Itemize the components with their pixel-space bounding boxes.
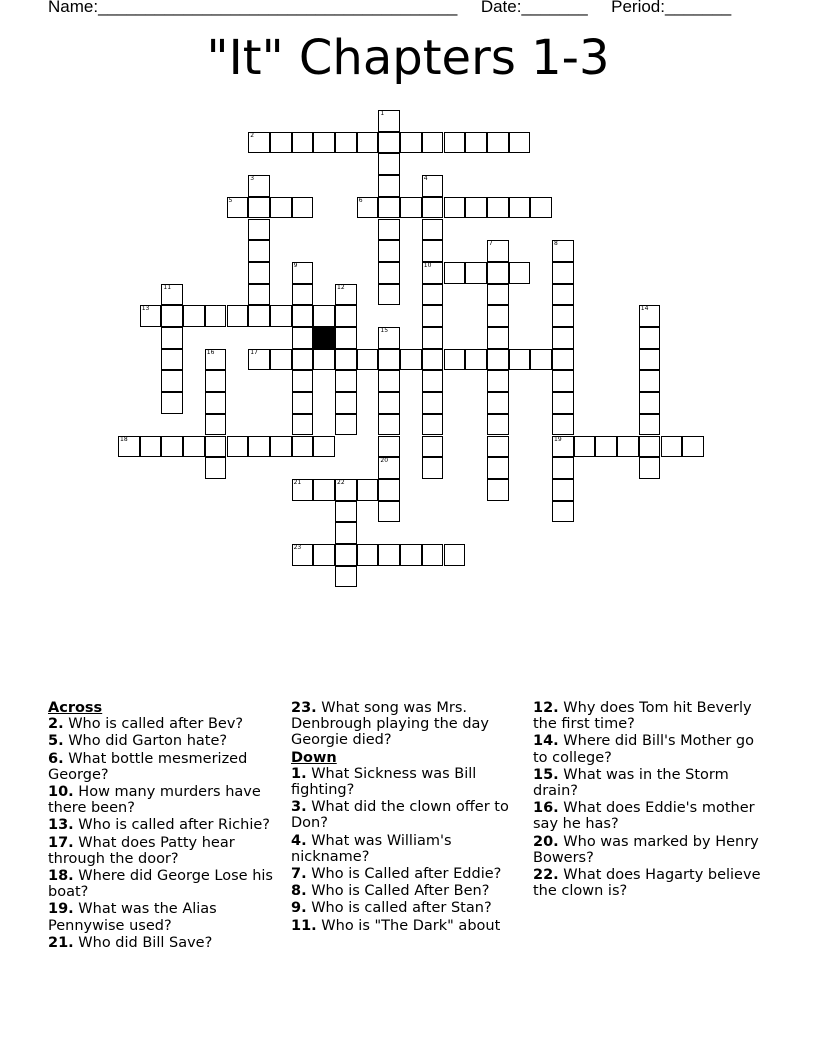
grid-cell[interactable] <box>487 240 509 262</box>
clue-item <box>533 733 768 765</box>
grid-cell[interactable] <box>248 175 270 197</box>
grid-cell[interactable] <box>639 327 661 349</box>
grid-cell[interactable] <box>378 457 400 479</box>
clue-text: What did the clown offer to Don? <box>291 799 509 832</box>
grid-cell[interactable] <box>487 457 509 479</box>
grid-cell[interactable] <box>335 414 357 436</box>
grid-cell[interactable] <box>400 349 422 371</box>
grid-cell[interactable] <box>444 544 466 566</box>
clue-item <box>291 900 526 916</box>
clue-num: 3. <box>291 799 307 816</box>
grid-cell[interactable] <box>205 436 227 458</box>
clue-text: Who is called after Bev? <box>63 716 244 733</box>
grid-cell[interactable] <box>335 132 357 154</box>
clue-item <box>291 766 526 798</box>
clue-text: How many murders have there been? <box>48 784 261 817</box>
grid-cell[interactable] <box>639 370 661 392</box>
clue-num: 9. <box>291 900 307 917</box>
grid-cell[interactable] <box>335 501 357 523</box>
grid-cell[interactable] <box>400 544 422 566</box>
clue-num: 2. <box>48 716 64 733</box>
date-line[interactable]: _______ <box>521 0 588 16</box>
clue-number: 1 <box>380 110 385 117</box>
period-label: Period: <box>611 0 665 16</box>
grid-cell[interactable] <box>487 479 509 501</box>
grid-cell[interactable] <box>378 349 400 371</box>
grid-cell[interactable] <box>378 392 400 414</box>
clue-text: Where did Bill's Mother go to college? <box>533 733 754 766</box>
grid-cell[interactable] <box>335 566 357 588</box>
clue-item <box>291 918 526 934</box>
grid-cell[interactable] <box>292 479 314 501</box>
clue-number: 11 <box>163 283 172 291</box>
clue-num: 16. <box>533 800 559 817</box>
grid-cell[interactable] <box>422 327 444 349</box>
grid-cell[interactable] <box>422 436 444 458</box>
grid-cell[interactable] <box>292 544 314 566</box>
clue-text: What song was Mrs. Denbrough playing the day Georgie died? <box>291 700 489 749</box>
grid-cell[interactable] <box>465 132 487 154</box>
grid-cell[interactable] <box>335 327 357 349</box>
clue-num: 15. <box>533 766 559 783</box>
clues-column-1 <box>48 700 283 952</box>
grid-cell[interactable] <box>313 349 335 371</box>
clue-num: 13. <box>48 817 74 834</box>
clue-number: 14 <box>640 305 649 313</box>
grid-cell[interactable] <box>335 370 357 392</box>
clue-item <box>291 833 526 865</box>
grid-cell[interactable] <box>444 197 466 219</box>
clue-item <box>48 835 283 867</box>
grid-cell[interactable] <box>140 305 162 327</box>
grid-cell[interactable] <box>552 501 574 523</box>
clue-num: 4. <box>291 832 307 849</box>
grid-cell[interactable] <box>422 392 444 414</box>
clue-number: 16 <box>206 348 215 356</box>
grid-cell[interactable] <box>378 370 400 392</box>
grid-cell[interactable] <box>552 436 574 458</box>
grid-cell[interactable] <box>227 197 249 219</box>
clue-item <box>533 767 768 799</box>
grid-cell[interactable] <box>552 349 574 371</box>
grid-cell[interactable] <box>270 305 292 327</box>
grid-cell[interactable] <box>487 197 509 219</box>
grid-cell[interactable] <box>292 414 314 436</box>
grid-cell[interactable] <box>422 305 444 327</box>
clue-item <box>533 867 768 899</box>
grid-cell[interactable] <box>205 349 227 371</box>
grid-cell[interactable] <box>509 262 531 284</box>
name-line[interactable]: ______________________________________ <box>98 0 458 16</box>
grid-cell[interactable] <box>205 305 227 327</box>
grid-cell[interactable] <box>422 414 444 436</box>
grid-cell[interactable] <box>313 544 335 566</box>
clue-num: 14. <box>533 733 559 750</box>
clue-item <box>533 800 768 832</box>
grid-cell[interactable] <box>422 197 444 219</box>
clue-number: 6 <box>358 196 363 204</box>
clue-text: Who is called after Richie? <box>73 817 270 834</box>
grid-cell[interactable] <box>292 327 314 349</box>
clue-text: Where did George Lose his boat? <box>48 868 273 901</box>
grid-cell[interactable] <box>465 262 487 284</box>
grid-cell[interactable] <box>292 132 314 154</box>
grid-cell[interactable] <box>378 110 400 132</box>
grid-cell[interactable] <box>487 327 509 349</box>
grid-cell[interactable] <box>227 305 249 327</box>
grid-cell[interactable] <box>378 262 400 284</box>
grid-cell[interactable] <box>639 457 661 479</box>
grid-cell[interactable] <box>552 479 574 501</box>
grid-cell[interactable] <box>378 240 400 262</box>
grid-cell[interactable] <box>313 132 335 154</box>
clue-text: Who is called after Stan? <box>306 900 492 917</box>
grid-cell[interactable] <box>422 284 444 306</box>
clue-item <box>48 935 283 951</box>
grid-cell[interactable] <box>530 349 552 371</box>
grid-cell[interactable] <box>509 197 531 219</box>
grid-cell[interactable] <box>422 544 444 566</box>
grid-cell[interactable] <box>422 219 444 241</box>
grid-cell[interactable] <box>487 436 509 458</box>
grid-cell[interactable] <box>335 349 357 371</box>
date-label: Date: <box>480 0 522 16</box>
grid-cell[interactable] <box>270 132 292 154</box>
clue-text: Who was marked by Henry Bowers? <box>533 833 759 866</box>
grid-cell[interactable] <box>248 132 270 154</box>
grid-cell[interactable] <box>205 370 227 392</box>
grid-cell[interactable] <box>682 436 704 458</box>
grid-cell[interactable] <box>595 436 617 458</box>
grid-cell[interactable] <box>357 349 379 371</box>
clue-num: 19. <box>48 901 74 918</box>
clue-number: 13 <box>141 305 150 313</box>
grid-cell[interactable] <box>378 501 400 523</box>
clue-text: Who did Bill Save? <box>73 934 213 951</box>
clue-number: 18 <box>120 435 128 443</box>
grid-cell[interactable] <box>161 305 183 327</box>
clue-item <box>291 700 526 749</box>
clue-num: 17. <box>48 834 74 851</box>
clue-num: 8. <box>291 883 307 900</box>
clue-item <box>48 716 283 732</box>
grid-cell[interactable] <box>487 305 509 327</box>
grid-cell[interactable] <box>444 132 466 154</box>
clue-text: Who is Called After Ben? <box>306 883 490 900</box>
clues-column-3 <box>533 700 768 900</box>
clue-text: Who did Garton hate? <box>63 733 228 750</box>
clue-number: 19 <box>554 435 562 443</box>
grid-cell[interactable] <box>248 305 270 327</box>
clue-item <box>48 751 283 783</box>
grid-cell[interactable] <box>509 349 531 371</box>
grid-cell[interactable] <box>378 284 400 306</box>
grid-cell[interactable] <box>248 349 270 371</box>
grid-cell[interactable] <box>422 370 444 392</box>
clue-item <box>291 799 526 831</box>
period-line[interactable]: _______ <box>665 0 732 16</box>
grid-cell[interactable] <box>444 349 466 371</box>
clue-number: 4 <box>423 175 428 183</box>
grid-cell[interactable] <box>400 197 422 219</box>
clue-text: What was the Alias Pennywise used? <box>48 901 217 934</box>
grid-cell[interactable] <box>487 392 509 414</box>
grid-cell[interactable] <box>574 436 596 458</box>
clue-text: What bottle mesmerized George? <box>48 750 248 783</box>
clue-item <box>533 834 768 866</box>
clue-number: 10 <box>423 261 432 269</box>
clue-num: 12. <box>533 700 559 716</box>
clue-text: What does Hagarty believe the clown is? <box>533 867 761 900</box>
grid-cell[interactable] <box>552 457 574 479</box>
grid-cell[interactable] <box>205 457 227 479</box>
grid-cell[interactable] <box>205 392 227 414</box>
grid-cell[interactable] <box>248 197 270 219</box>
grid-cell[interactable] <box>378 197 400 219</box>
grid-cell[interactable] <box>378 153 400 175</box>
clue-item <box>533 700 768 732</box>
clue-num: 21. <box>48 934 74 951</box>
clue-num: 23. <box>291 700 317 716</box>
grid-cell[interactable] <box>617 436 639 458</box>
grid-cell[interactable] <box>292 284 314 306</box>
grid-cell[interactable] <box>509 132 531 154</box>
clue-item <box>48 868 283 900</box>
grid-cell[interactable] <box>378 132 400 154</box>
grid-cell[interactable] <box>248 219 270 241</box>
grid-cell[interactable] <box>552 327 574 349</box>
grid-cell[interactable] <box>292 262 314 284</box>
clue-text: Who is Called after Eddie? <box>306 866 502 883</box>
grid-cell[interactable] <box>227 436 249 458</box>
grid-cell[interactable] <box>161 436 183 458</box>
grid-cell[interactable] <box>422 175 444 197</box>
grid-cell[interactable] <box>140 436 162 458</box>
clue-num: 1. <box>291 765 307 782</box>
clue-num: 22. <box>533 867 559 884</box>
clue-text: What does Patty hear through the door? <box>48 834 235 867</box>
grid-cell[interactable] <box>248 240 270 262</box>
grid-cell[interactable] <box>378 436 400 458</box>
clue-item <box>291 883 526 899</box>
grid-cell[interactable] <box>552 370 574 392</box>
clue-number: 20 <box>380 457 389 465</box>
clue-number: 7 <box>488 240 493 248</box>
grid-cell[interactable] <box>422 132 444 154</box>
grid-cell[interactable] <box>465 349 487 371</box>
grid-cell[interactable] <box>161 327 183 349</box>
grid-cell[interactable] <box>661 436 683 458</box>
clue-num: 20. <box>533 833 559 850</box>
grid-cell[interactable] <box>552 284 574 306</box>
clue-text: What was William's nickname? <box>291 832 452 865</box>
name-label: Name: <box>48 0 99 16</box>
grid-cell[interactable] <box>639 414 661 436</box>
grid-cell[interactable] <box>487 284 509 306</box>
grid-cell[interactable] <box>270 436 292 458</box>
clue-number: 2 <box>250 131 255 139</box>
clue-number: 17 <box>250 348 258 356</box>
down-heading: Down <box>291 749 337 766</box>
clue-number: 8 <box>554 240 558 248</box>
grid-cell[interactable] <box>552 262 574 284</box>
grid-cell[interactable] <box>292 392 314 414</box>
grid-cell[interactable] <box>378 219 400 241</box>
grid-cell[interactable] <box>357 197 379 219</box>
grid-cell[interactable] <box>335 392 357 414</box>
clue-number: 23 <box>293 544 302 551</box>
clue-num: 6. <box>48 750 64 767</box>
clue-number: 5 <box>228 196 233 204</box>
grid-cell[interactable] <box>552 240 574 262</box>
grid-cell[interactable] <box>487 349 509 371</box>
page-title: "It" Chapters 1-3 <box>206 30 610 86</box>
grid-cell[interactable] <box>465 197 487 219</box>
grid-cell[interactable] <box>444 262 466 284</box>
clue-text: Why does Tom hit Beverly the first time? <box>533 700 752 733</box>
grid-cell[interactable] <box>422 349 444 371</box>
grid-cell[interactable] <box>292 436 314 458</box>
clue-item <box>48 733 283 749</box>
grid-cell[interactable] <box>378 544 400 566</box>
clue-item <box>48 817 283 833</box>
grid-cell[interactable] <box>487 370 509 392</box>
grid-cell[interactable] <box>357 479 379 501</box>
grid-cell[interactable] <box>292 197 314 219</box>
grid-cell[interactable] <box>292 305 314 327</box>
grid-cell[interactable] <box>335 479 357 501</box>
clue-text: What Sickness was Bill fighting? <box>291 765 477 799</box>
clue-text: What does Eddie's mother say he has? <box>533 800 755 833</box>
across-heading: Across <box>48 700 103 716</box>
clue-item <box>291 866 526 882</box>
grid-cell[interactable] <box>552 305 574 327</box>
grid-cell[interactable] <box>335 544 357 566</box>
grid-cell[interactable] <box>313 436 335 458</box>
clues-column-2 <box>291 700 526 935</box>
clue-item <box>48 784 283 816</box>
grid-cell[interactable] <box>378 175 400 197</box>
grid-cell[interactable] <box>639 349 661 371</box>
grid-cell[interactable] <box>400 132 422 154</box>
grid-cell[interactable] <box>639 436 661 458</box>
grid-cell[interactable] <box>530 197 552 219</box>
grid-cell[interactable] <box>487 262 509 284</box>
grid-cell[interactable] <box>292 370 314 392</box>
grid-cell[interactable] <box>161 370 183 392</box>
black-square <box>313 327 335 349</box>
grid-cell[interactable] <box>161 349 183 371</box>
grid-cell[interactable] <box>552 414 574 436</box>
grid-cell[interactable] <box>118 436 140 458</box>
grid-cell[interactable] <box>313 479 335 501</box>
clue-num: 11. <box>291 917 317 934</box>
grid-cell[interactable] <box>487 414 509 436</box>
grid-cell[interactable] <box>248 436 270 458</box>
grid-cell[interactable] <box>183 305 205 327</box>
clue-num: 18. <box>48 868 74 885</box>
grid-cell[interactable] <box>248 284 270 306</box>
grid-cell[interactable] <box>422 240 444 262</box>
grid-cell[interactable] <box>357 544 379 566</box>
grid-cell[interactable] <box>205 414 227 436</box>
clue-number: 9 <box>293 261 298 269</box>
clue-text: Who is "The Dark" about <box>316 917 501 934</box>
clue-num: 7. <box>291 866 307 883</box>
clue-text: What was in the Storm drain? <box>533 766 729 800</box>
clue-number: 3 <box>250 175 255 183</box>
grid-cell[interactable] <box>378 327 400 349</box>
clue-number: 22 <box>337 478 345 486</box>
grid-cell[interactable] <box>639 392 661 414</box>
grid-cell[interactable] <box>378 479 400 501</box>
grid-cell[interactable] <box>313 305 335 327</box>
grid-cell[interactable] <box>335 305 357 327</box>
grid-cell[interactable] <box>357 132 379 154</box>
grid-cell[interactable] <box>552 392 574 414</box>
grid-cell[interactable] <box>183 436 205 458</box>
grid-cell[interactable] <box>422 457 444 479</box>
grid-cell[interactable] <box>639 305 661 327</box>
clue-number: 21 <box>293 478 302 486</box>
grid-cell[interactable] <box>292 349 314 371</box>
grid-cell[interactable] <box>161 392 183 414</box>
clue-item <box>48 901 283 933</box>
grid-cell[interactable] <box>248 262 270 284</box>
clue-num: 10. <box>48 784 74 801</box>
grid-cell[interactable] <box>487 132 509 154</box>
clue-num: 5. <box>48 733 64 750</box>
clue-number: 15 <box>380 327 389 334</box>
clue-number: 12 <box>337 283 345 291</box>
grid-cell[interactable] <box>422 262 444 284</box>
grid-cell[interactable] <box>335 522 357 544</box>
grid-cell[interactable] <box>161 284 183 306</box>
grid-cell[interactable] <box>270 197 292 219</box>
grid-cell[interactable] <box>270 349 292 371</box>
grid-cell[interactable] <box>378 414 400 436</box>
grid-cell[interactable] <box>335 284 357 306</box>
